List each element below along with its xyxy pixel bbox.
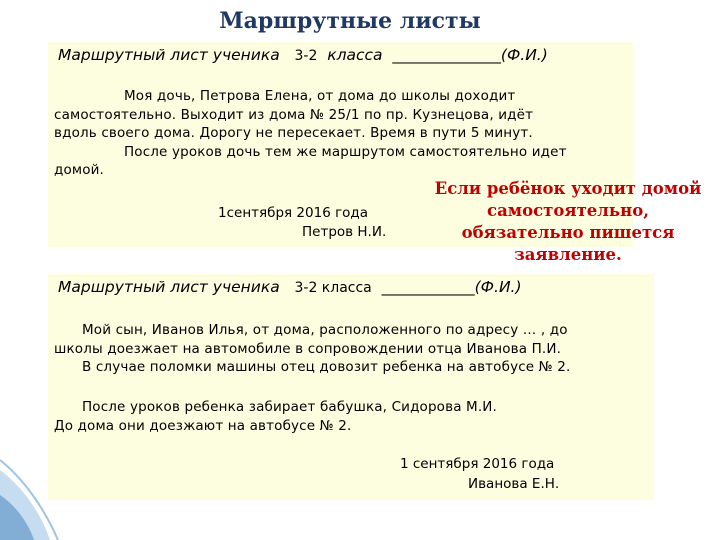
text-line: школы доезжает на автомобиле в сопровождении отца Иванова П.И. bbox=[54, 340, 562, 357]
signature: Петров Н.И. bbox=[302, 224, 387, 240]
text-line: Мой сын, Иванов Илья, от дома, расположенного по адресу … , до bbox=[82, 322, 568, 338]
header-label: Маршрутный лист ученика bbox=[58, 278, 280, 296]
text-line: домой. bbox=[54, 162, 105, 178]
date: 1 сентября 2016 года bbox=[400, 456, 555, 472]
note-line: самостоятельно, bbox=[487, 201, 649, 220]
signature: Иванова Е.Н. bbox=[468, 476, 560, 492]
route-sheet-header-1 bbox=[58, 46, 548, 64]
route-text-2 bbox=[54, 321, 571, 377]
route-sheet-header-2 bbox=[58, 278, 522, 296]
route-text-1 bbox=[54, 87, 567, 180]
text-line: До дома они доезжают на автобусе № 2. bbox=[54, 417, 352, 434]
header-label: Маршрутный лист ученика bbox=[58, 46, 280, 64]
statement-note bbox=[418, 178, 718, 266]
text-line: Моя дочь, Петрова Елена, от дома до школы доходит bbox=[124, 88, 516, 104]
header-class: 3-2 класса bbox=[294, 280, 372, 296]
route-sheet-card-2 bbox=[48, 274, 654, 500]
note-line: Если ребёнок уходит домой bbox=[434, 179, 702, 198]
header-class-word: класса bbox=[327, 46, 383, 64]
text-line: вдоль своего дома. Дорогу не пересекает. Время в пути 5 минут. bbox=[54, 125, 533, 141]
note-line: обязательно пишется bbox=[461, 223, 675, 242]
header-blank: ____________(Ф.И.) bbox=[381, 278, 522, 296]
page-title: Маршрутные листы bbox=[219, 8, 481, 34]
text-line: После уроков дочь тем же маршрутом самостоятельно идет bbox=[124, 143, 567, 160]
header-blank: ______________(Ф.И.) bbox=[392, 46, 548, 64]
text-line: В случае поломки машины отец довозит ребенка на автобусе № 2. bbox=[82, 359, 571, 375]
text-line: самостоятельно. Выходит из дома № 25/1 по пр. Кузнецова, идёт bbox=[54, 106, 534, 123]
header-class: 3-2 bbox=[294, 48, 318, 64]
date: 1сентября 2016 года bbox=[218, 205, 369, 221]
route-text-2b bbox=[54, 398, 497, 435]
note-line: заявление. bbox=[514, 245, 622, 264]
text-line: После уроков ребенка забирает бабушка, Сидорова М.И. bbox=[82, 399, 497, 415]
corner-decoration-icon bbox=[0, 450, 60, 540]
